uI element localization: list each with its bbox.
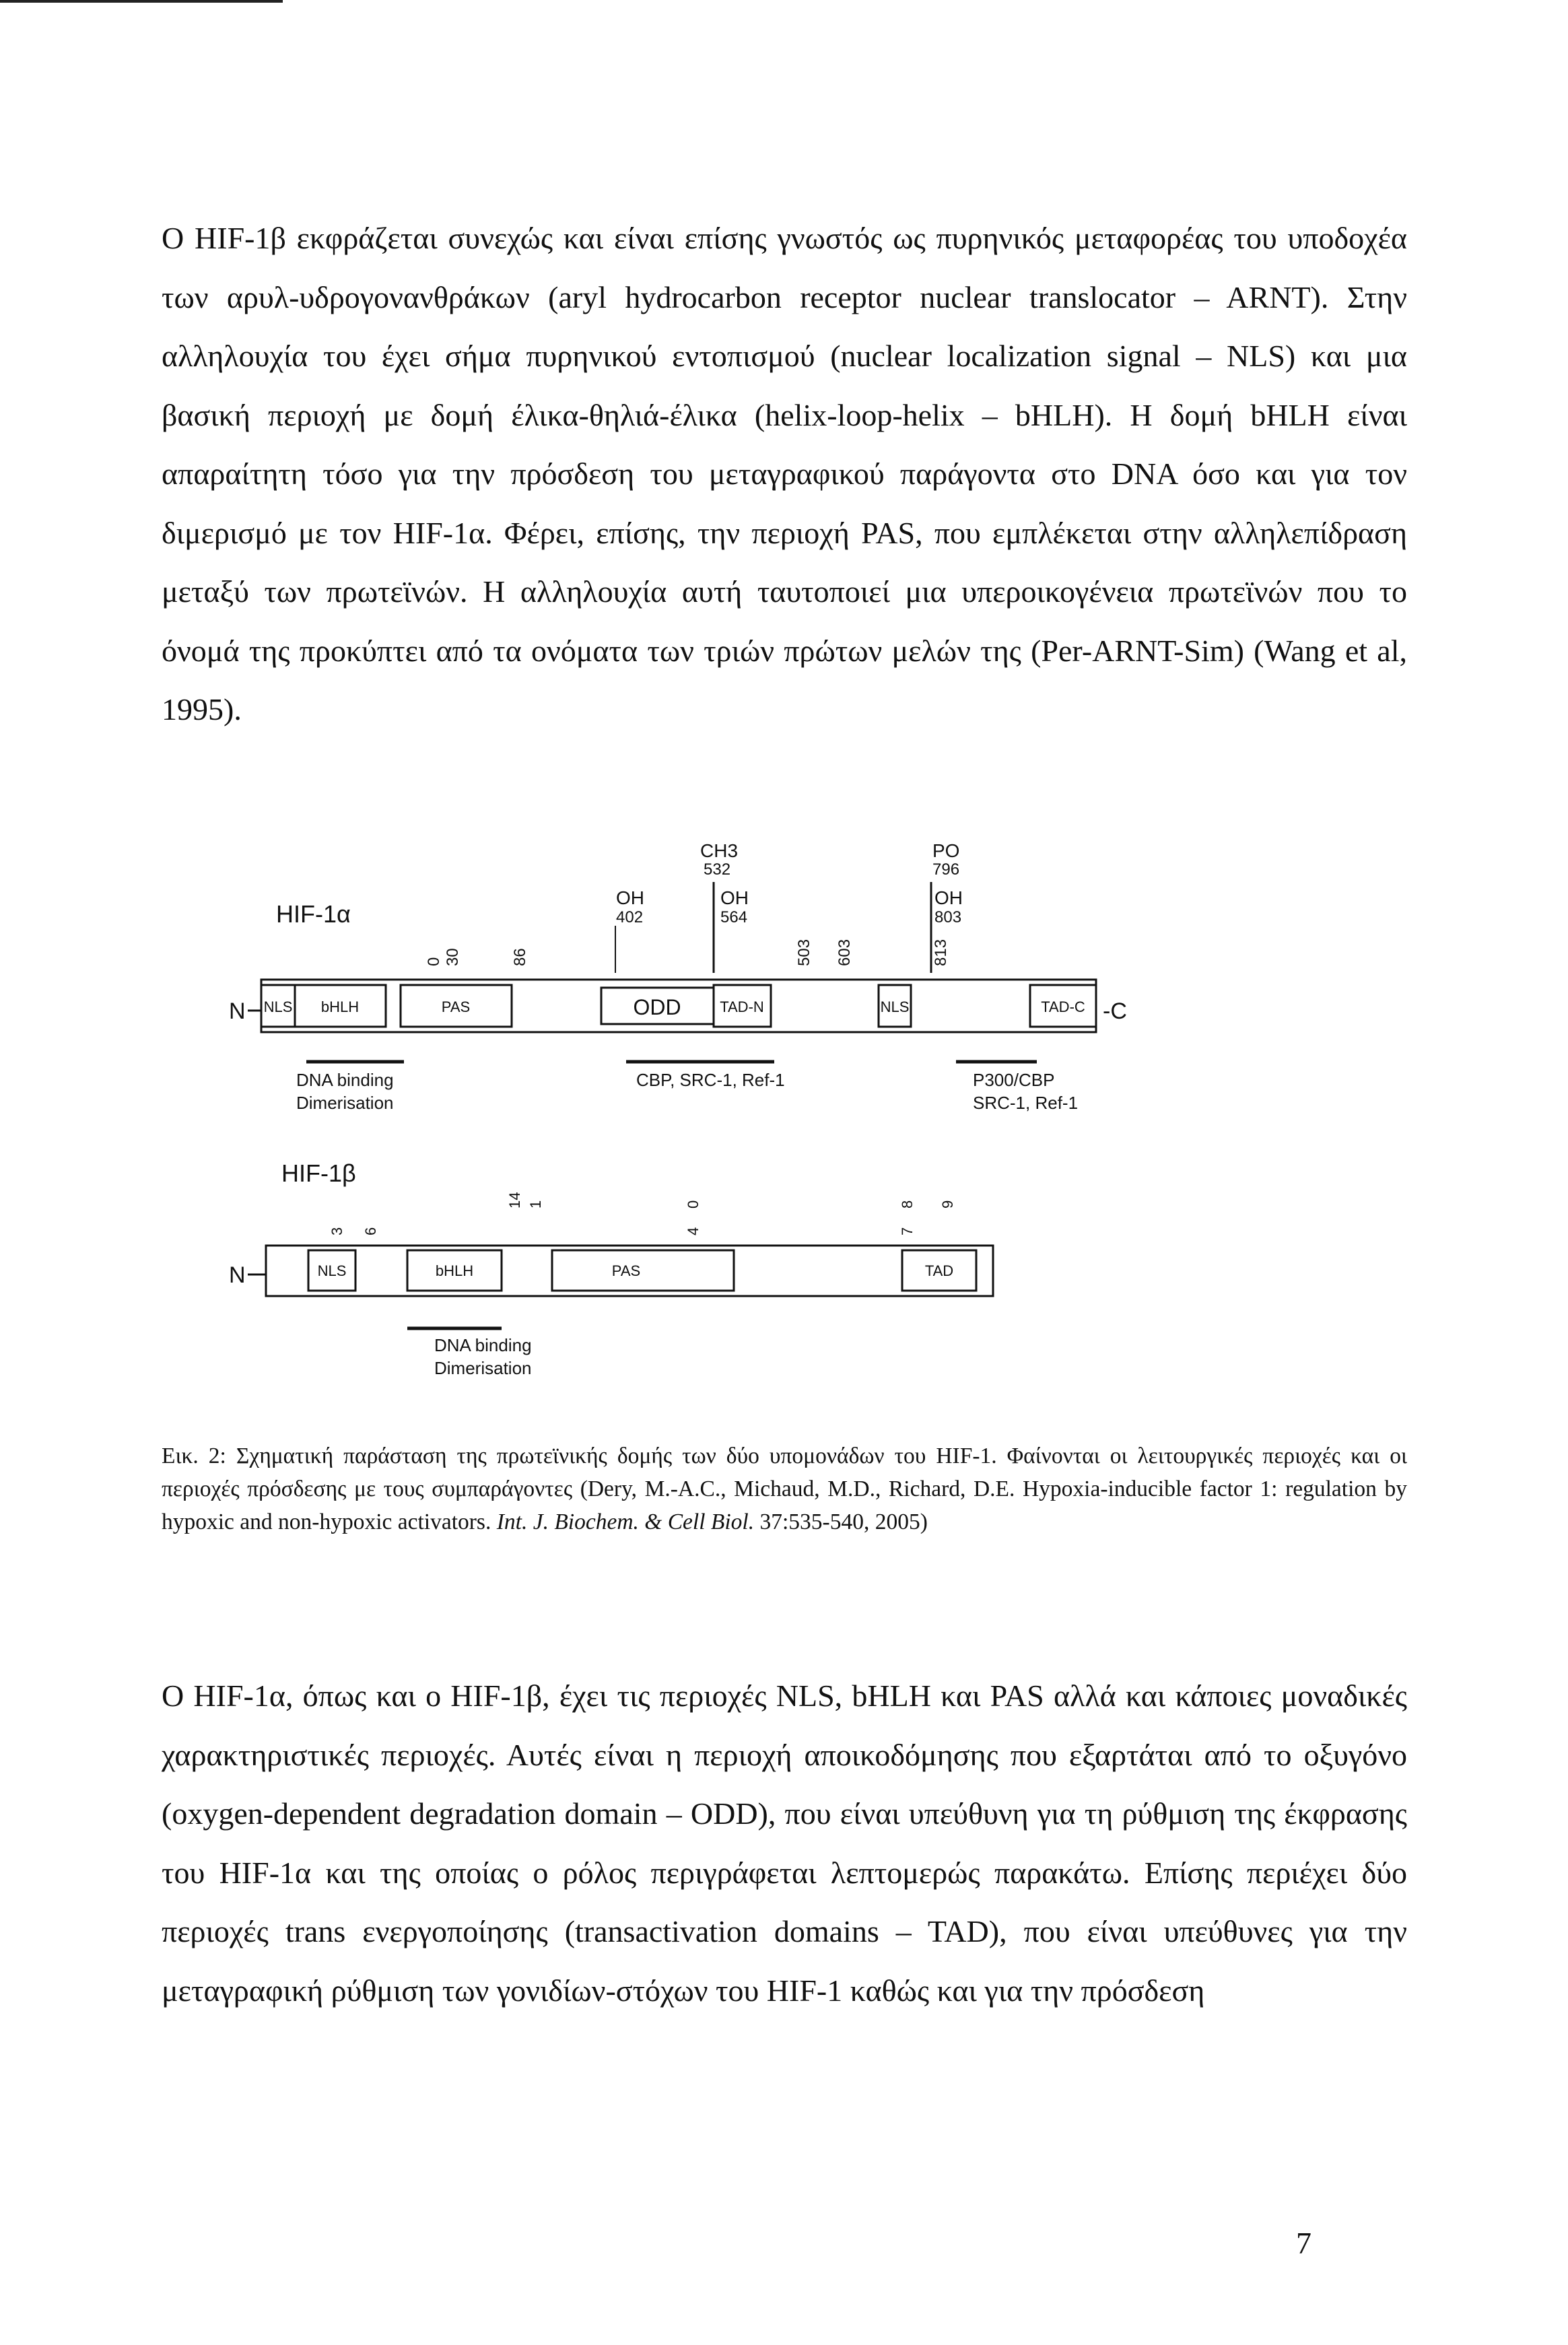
paragraph-hif1a: Ο HIF-1α, όπως και ο HIF-1β, έχει τις περιοχές NLS, bHLH και PAS αλλά και κάποιες μοναδικές χαρακτηριστικές περιοχές. Αυτές είναι η περιοχή αποικοδόμησης που εξαρτάται από το οξυγόνο (oxygen-dependent degradation domain – ODD), που είναι υπεύθυνη για τη ρύθμιση της έκφρασης του HIF-1α και της οποίας ο ρόλος περιγράφεται λεπτομερώς παρακάτω. Επίσης περιέχει δύο περιοχές trans ενεργοποίησης (transactivation domains – TAD), που είναι υπεύθυνες για την μεταγραφική ρύθμιση των γονιδίων-στόχων του HIF-1 καθώς και για την πρόσδεση — [162, 1678, 1407, 2008]
mod-pos-803: 803 — [934, 908, 962, 926]
caption-ref-end: 37:535-540, 2005) — [759, 1509, 928, 1534]
hif1a-domain-tad-n-label: TAD-N — [720, 998, 764, 1015]
hif1b-tick-6: 6 — [362, 1227, 379, 1235]
hif1b-binding-dna: DNA binding — [434, 1335, 532, 1355]
mod-po-796: PO — [932, 840, 960, 861]
hif1a-tick-0: 0 — [425, 957, 443, 966]
mod-pos-532: 532 — [704, 860, 731, 879]
hif1a-tick-30: 30 — [444, 948, 462, 966]
hif1a-binding-cbp: CBP, SRC-1, Ref-1 — [636, 1070, 785, 1090]
hif1a-binding-src1: SRC-1, Ref-1 — [973, 1093, 1079, 1113]
hif1b-tick-7: 7 — [899, 1227, 916, 1235]
mod-ch3-532: CH3 — [700, 840, 739, 861]
hif1b-tick-1: 1 — [527, 1200, 544, 1209]
mod-pos-402: 402 — [616, 908, 644, 926]
hif1b-domain-bhlh-label: bHLH — [435, 1262, 474, 1279]
hif1a-binding-p300: P300/CBP — [973, 1070, 1055, 1090]
hif1a-domain-odd-label: ODD — [633, 995, 681, 1019]
mod-pos-796: 796 — [932, 860, 960, 879]
hif1-domain-figure — [229, 831, 1185, 1397]
hif1a-domain-nls2-label: NLS — [880, 998, 910, 1015]
page-number: 7 — [1296, 2226, 1311, 2260]
hif1b-tick-0: 0 — [685, 1200, 702, 1209]
hif1b-tick-8: 8 — [899, 1200, 916, 1209]
hif1a-title: HIF-1α — [276, 900, 351, 928]
hif1a-c-terminus: -C — [1103, 998, 1127, 1024]
hif1a-tick-603: 603 — [836, 939, 854, 966]
hif1b-binding-dimerisation: Dimerisation — [434, 1358, 532, 1378]
caption-number: 2: — [208, 1443, 226, 1468]
figure-caption — [162, 1439, 1407, 1538]
hif1a-domain-tad-c-label: TAD-C — [1041, 998, 1085, 1015]
hif1a-tick-503: 503 — [795, 939, 813, 966]
hif1a-domain-pas-label: PAS — [441, 998, 471, 1015]
mod-oh-402: OH — [616, 887, 644, 908]
hif1a-tick-813: 813 — [932, 939, 950, 966]
hif1a-domain-nls-label: NLS — [263, 998, 293, 1015]
hif1-domain-diagram — [229, 831, 1185, 1397]
hif1b-n-terminus: N — [229, 1262, 246, 1288]
hif1b-tick-3: 3 — [329, 1227, 345, 1235]
hif1b-tick-9: 9 — [939, 1200, 956, 1209]
caption-journal: Int. J. Biochem. & Cell Biol. — [496, 1509, 755, 1534]
mod-oh-564: OH — [720, 887, 749, 908]
caption-text: Σχηματική παράσταση της πρωτεϊνικής δομής των δύο υπομονάδων του HIF-1. Φαίνονται οι λειτουργικές περιοχές και οι περιοχές πρόσδεσης με τους συμπαράγοντες (Dery, M.-A.C., Michaud, M.D., Richard, D.E. Hypoxia-inducible factor 1: regulation by hypoxic and non-hypoxic activators. — [162, 1443, 1408, 1534]
hif1b-tick-4: 4 — [685, 1227, 702, 1235]
hif1a-domain-bhlh-label: bHLH — [320, 998, 360, 1015]
mod-pos-564: 564 — [720, 908, 748, 926]
top-rule — [0, 0, 283, 3]
hif1b-domain-pas — [552, 1250, 734, 1291]
hif1a-n-terminus: N — [229, 998, 246, 1024]
hif1b-tick-14: 14 — [506, 1192, 523, 1209]
caption-label: Εικ. — [162, 1443, 199, 1468]
hif1b-title: HIF-1β — [281, 1159, 356, 1187]
hif1b-domain-pas-label: PAS — [611, 1262, 641, 1279]
hif1a-binding-dimerisation: Dimerisation — [296, 1093, 394, 1113]
paragraph-hif1b: Ο HIF-1β εκφράζεται συνεχώς και είναι επίσης γνωστός ως πυρηνικός μεταφορέας του υποδοχέα των αρυλ-υδρογονανθράκων (aryl hydrocarbon receptor nuclear translocator – ARNT). Στην αλληλουχία του έχει σήμα πυρηνικού εντοπισμού (nuclear localization signal – NLS) και μια βασική περιοχή με δομή έλικα-θηλιά-έλικα (helix-loop-helix – bHLH). Η δομή bHLH είναι απαραίτητη τόσο για την πρόσδεση του μεταγραφικού παράγοντα στο DNA όσο και για τον διμερισμό με τον HIF-1α. Φέρει, επίσης, την περιοχή PAS, που εμπλέκεται στην αλληλεπίδραση μεταξύ των πρωτεϊνών. Η αλληλουχία αυτή ταυτοποιεί μια υπεροικογένεια πρωτεϊνών που το όνομά της προκύπτει από τα ονόματα των τριών πρώτων μελών της (Per-ARNT-Sim) (Wang et al, 1995). — [162, 221, 1407, 726]
hif1a-tick-86: 86 — [511, 948, 529, 966]
hif1b-domain-nls-label: NLS — [317, 1262, 347, 1279]
hif1a-binding-dna: DNA binding — [296, 1070, 394, 1090]
hif1b-domain-tad-label: TAD — [924, 1262, 954, 1279]
mod-oh-803: OH — [934, 887, 963, 908]
